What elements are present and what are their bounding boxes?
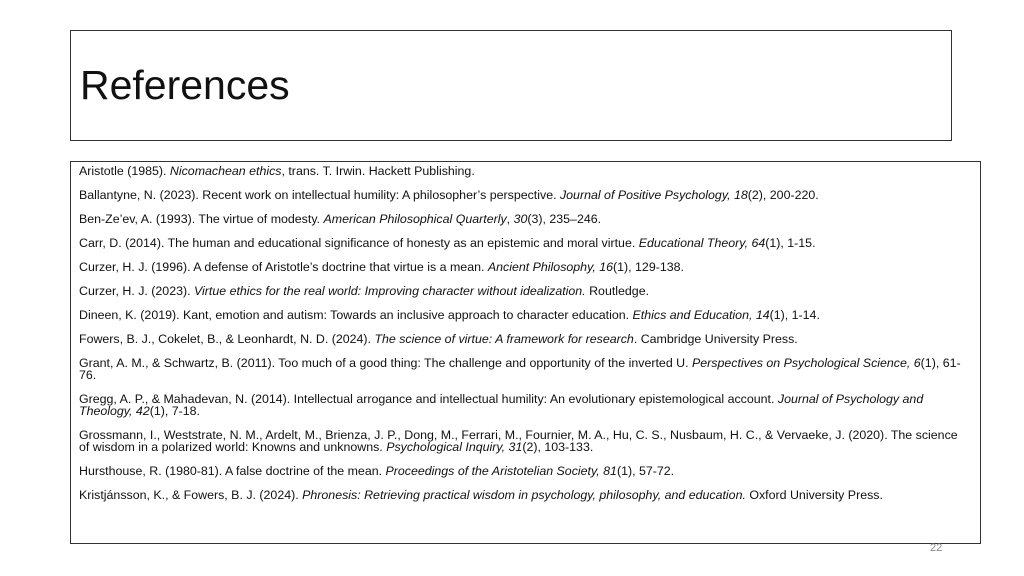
ref-text: , trans. T. Irwin. Hackett Publishing. [281,164,475,178]
slide-title: References [80,62,290,108]
reference-item [79,393,971,417]
ref-italic: American Philosophical Quarterly [323,212,507,226]
ref-italic: Perspectives on Psychological Science, 6 [692,356,921,370]
ref-text: Kristjánsson, K., & Fowers, B. J. (2024). [79,488,303,502]
reference-item [79,285,971,297]
reference-item [79,309,971,321]
ref-text: Grant, A. M., & Schwartz, B. (2011). Too much of a good thing: The challenge and opportunity of the inverted U. [79,356,692,370]
ref-text: (1), 129-138. [613,260,684,274]
ref-text: (3), 235–246. [527,212,602,226]
reference-item [79,429,971,453]
ref-text: Ballantyne, N. (2023). Recent work on intellectual humility: A philosopher’s perspective. [79,188,560,202]
ref-italic: Educational Theory, 64 [638,236,766,250]
reference-item [79,237,971,249]
ref-text: (1), 1-15. [765,236,816,250]
ref-text: Aristotle (1985). [79,164,170,178]
ref-text: Grossmann, I., Weststrate, N. M., Ardelt, M., Brienza, J. P., Dong, M., Ferrari, M., Fournier, M. A., Hu, C. S., Nusbaum, H. C., & Vervaeke, J. (2020). The science of wisdom in a polarized world: Knowns and unknowns. [79,428,958,454]
page-number: 22 [930,542,943,554]
ref-text: (1), 7-18. [149,404,201,418]
reference-item [79,465,971,477]
ref-text: Hursthouse, R. (1980-81). A false doctrine of the mean. [79,464,386,478]
reference-item [79,333,971,345]
ref-text: Curzer, H. J. (1996). A defense of Aristotle’s doctrine that virtue is a mean. [79,260,488,274]
ref-text: (1), 1-14. [769,308,820,322]
ref-italic: Proceedings of the Aristotelian Society, 81 [385,464,617,478]
ref-text: Curzer, H. J. (2023). [79,284,194,298]
ref-italic: Ancient Philosophy, 16 [487,260,614,274]
references-box [70,161,981,544]
ref-text: , [506,212,514,226]
ref-text: . Cambridge University Press. [633,332,798,346]
title-box [70,30,952,141]
ref-italic: Psychological Inquiry, 31 [386,440,523,454]
ref-italic: Nicomachean ethics [169,164,282,178]
ref-text: Carr, D. (2014). The human and educational significance of honesty as an epistemic and moral virtue. [79,236,639,250]
ref-text: (1), 61-76. [79,356,961,382]
reference-item [79,261,971,273]
ref-italic: Journal of Positive Psychology, 18 [559,188,748,202]
ref-italic: Journal of Psychology and Theology, 42 [79,392,924,418]
ref-italic: Virtue ethics for the real world: Improving character without idealization. [194,284,586,298]
ref-text: Routledge. [585,284,650,298]
ref-italic: Phronesis: Retrieving practical wisdom in psychology, philosophy, and education. [302,488,746,502]
ref-text: (1), 57-72. [616,464,675,478]
ref-text: (2), 103-133. [522,440,594,454]
ref-text: Fowers, B. J., Cokelet, B., & Leonhardt, N. D. (2024). [79,332,375,346]
ref-text: (2), 200-220. [747,188,819,202]
ref-italic: Ethics and Education, 14 [632,308,770,322]
reference-item [79,189,971,201]
ref-text: Ben-Ze’ev, A. (1993). The virtue of modesty. [79,212,324,226]
ref-text: Gregg, A. P., & Mahadevan, N. (2014). Intellectual arrogance and intellectual humility: An evolutionary epistemological account. [79,392,778,406]
reference-item [79,357,971,381]
ref-italic: 30 [513,212,528,226]
reference-item [79,213,971,225]
ref-text: Oxford University Press. [745,488,883,502]
reference-item [79,165,971,177]
reference-item [79,489,971,501]
ref-text: Dineen, K. (2019). Kant, emotion and autism: Towards an inclusive approach to character education. [79,308,633,322]
ref-italic: The science of virtue: A framework for research [374,332,634,346]
